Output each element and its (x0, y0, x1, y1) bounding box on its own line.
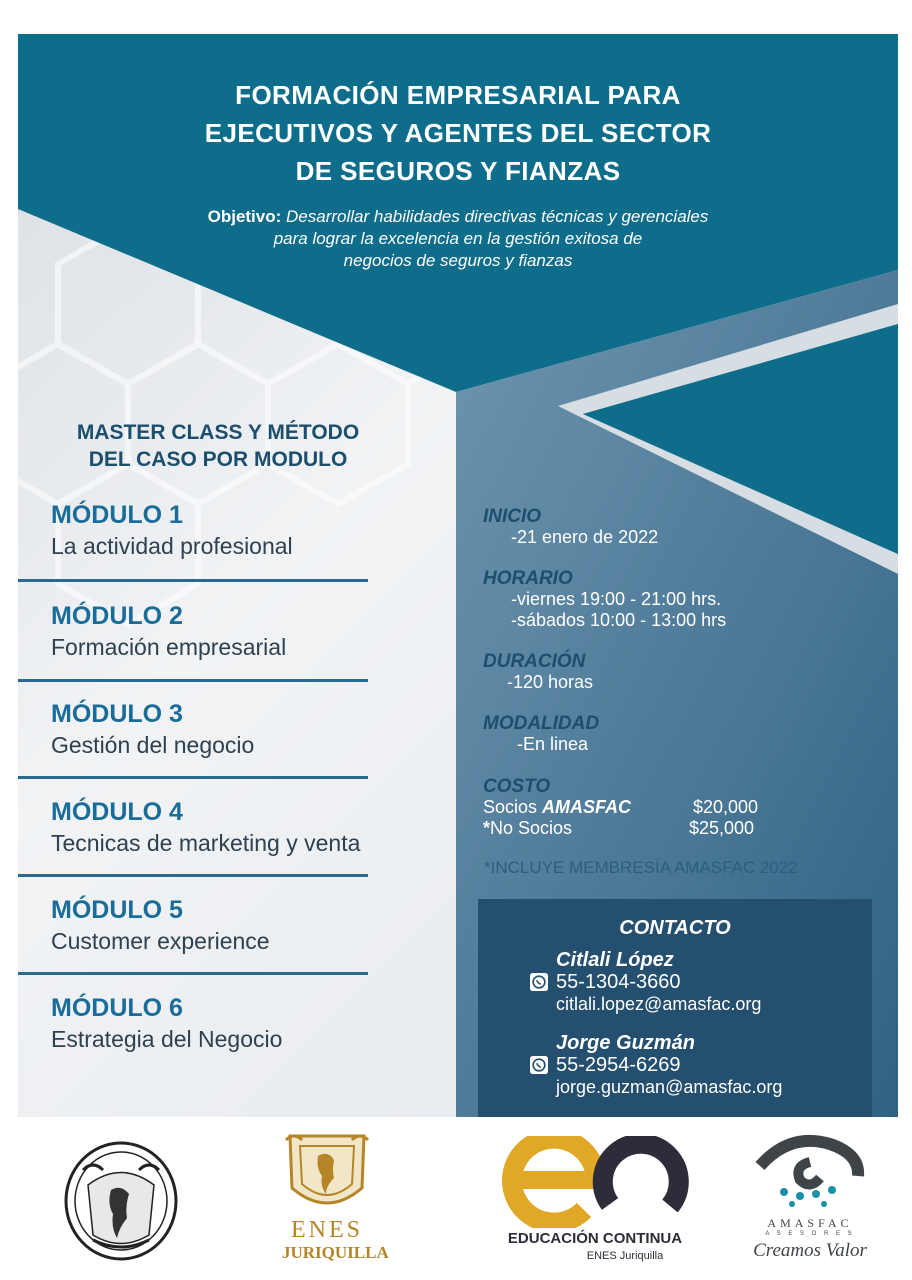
start-label: INICIO (483, 506, 542, 527)
amasfac-sub: A S E S O R E S (765, 1231, 855, 1237)
module-subtitle: Estrategia del Negocio (51, 1026, 283, 1052)
module-title: MÓDULO 4 (51, 798, 183, 826)
contact-email[interactable]: citlali.lopez@amasfac.org (556, 994, 762, 1014)
ec-subtitle: ENES Juriquilla (586, 1250, 664, 1262)
ec-mark-icon (500, 1136, 690, 1228)
objective-text: para lograr la excelencia en la gestión exitosa de (273, 229, 643, 248)
contact-person-1 (556, 949, 761, 1015)
module-3 (51, 699, 254, 759)
module-title: MÓDULO 2 (51, 602, 183, 630)
module-subtitle: Tecnicas de marketing y venta (51, 830, 361, 856)
program-heading-line: DEL CASO POR MODULO (88, 448, 348, 471)
module-divider (18, 874, 368, 877)
duration-value: -120 horas (507, 672, 594, 692)
whatsapp-icon (530, 973, 548, 991)
title-line: DE SEGUROS Y FIANZAS (295, 156, 621, 186)
poster-title (18, 76, 898, 190)
module-subtitle: Customer experience (51, 928, 270, 954)
enes-crest-icon (282, 1130, 372, 1218)
unam-seal-logo (63, 1140, 179, 1262)
schedule-value: -viernes 19:00 - 21:00 hrs. (511, 589, 722, 609)
contact-phone[interactable]: 55-1304-3660 (556, 971, 681, 993)
module-title: MÓDULO 3 (51, 700, 183, 728)
title-line: FORMACIÓN EMPRESARIAL PARA (235, 80, 681, 110)
mode-value: -En linea (517, 734, 589, 754)
enes-name: ENES (291, 1217, 363, 1243)
module-title: MÓDULO 6 (51, 994, 183, 1022)
contact-name: Jorge Guzmán (556, 1032, 695, 1054)
schedule-label: HORARIO (483, 568, 573, 589)
cost-nonmembers-price: $25,000 (689, 818, 755, 838)
contact-box (478, 899, 872, 1117)
poster (18, 34, 898, 1117)
start-section (483, 506, 658, 548)
amasfac-name: AMASFAC (767, 1216, 853, 1230)
mode-section (483, 713, 599, 755)
amasfac-mark-icon (740, 1132, 880, 1212)
module-1 (51, 500, 293, 560)
cost-members-label: Socios (483, 797, 538, 817)
cost-members-brand: AMASFAC (542, 797, 632, 817)
objective-label: Objetivo: (207, 207, 282, 226)
membership-footnote: *INCLUYE MEMBRESÍA AMASFAC 2022 (484, 858, 798, 877)
cost-members-row (483, 797, 803, 818)
start-value: -21 enero de 2022 (511, 527, 659, 547)
cost-section (483, 776, 803, 839)
contact-person-2 (556, 1032, 782, 1098)
module-divider (18, 776, 368, 779)
schedule-section (483, 568, 726, 631)
module-divider (18, 579, 368, 582)
module-divider (18, 679, 368, 682)
module-title: MÓDULO 1 (51, 501, 183, 529)
module-divider (18, 972, 368, 975)
duration-label: DURACIÓN (483, 651, 586, 672)
ec-title: EDUCACIÓN CONTINUA (507, 1230, 683, 1247)
cost-nonmembers-row (483, 818, 803, 839)
objective-text: Desarrollar habilidades directivas técnicas y gerenciales (286, 207, 709, 226)
module-title: MÓDULO 5 (51, 896, 183, 924)
cost-members-price: $20,000 (693, 797, 759, 817)
enes-campus: JURIQUILLA (282, 1243, 389, 1262)
enes-juriquilla-logo (282, 1130, 389, 1266)
contact-phone[interactable]: 55-2954-6269 (556, 1054, 681, 1076)
amasfac-tagline: Creamos Valor (753, 1240, 867, 1261)
title-line: EJECUTIVOS Y AGENTES DEL SECTOR (204, 118, 712, 148)
objective-text: negocios de seguros y fianzas (343, 251, 573, 270)
whatsapp-icon (530, 1056, 548, 1074)
schedule-value: -sábados 10:00 - 13:00 hrs (511, 610, 727, 630)
cost-nonmembers-label: No Socios (490, 818, 573, 838)
module-subtitle: Formación empresarial (51, 634, 287, 660)
module-subtitle: La actividad profesional (51, 533, 293, 559)
program-heading-line: MASTER CLASS Y MÉTODO (76, 421, 360, 444)
mode-label: MODALIDAD (483, 713, 600, 734)
contact-name: Citlali López (556, 949, 674, 971)
cost-nonmembers-star: * (483, 818, 491, 838)
module-subtitle: Gestión del negocio (51, 732, 255, 758)
educacion-continua-logo (500, 1136, 690, 1270)
program-heading (38, 419, 398, 473)
module-5 (51, 895, 270, 955)
objective (108, 206, 808, 272)
cost-label: COSTO (483, 776, 551, 797)
contact-email[interactable]: jorge.guzman@amasfac.org (556, 1077, 783, 1097)
amasfac-logo (740, 1132, 880, 1272)
duration-section (483, 651, 593, 693)
module-2 (51, 601, 286, 661)
contact-title: CONTACTO (619, 917, 731, 939)
module-4 (51, 797, 360, 857)
module-6 (51, 993, 282, 1053)
